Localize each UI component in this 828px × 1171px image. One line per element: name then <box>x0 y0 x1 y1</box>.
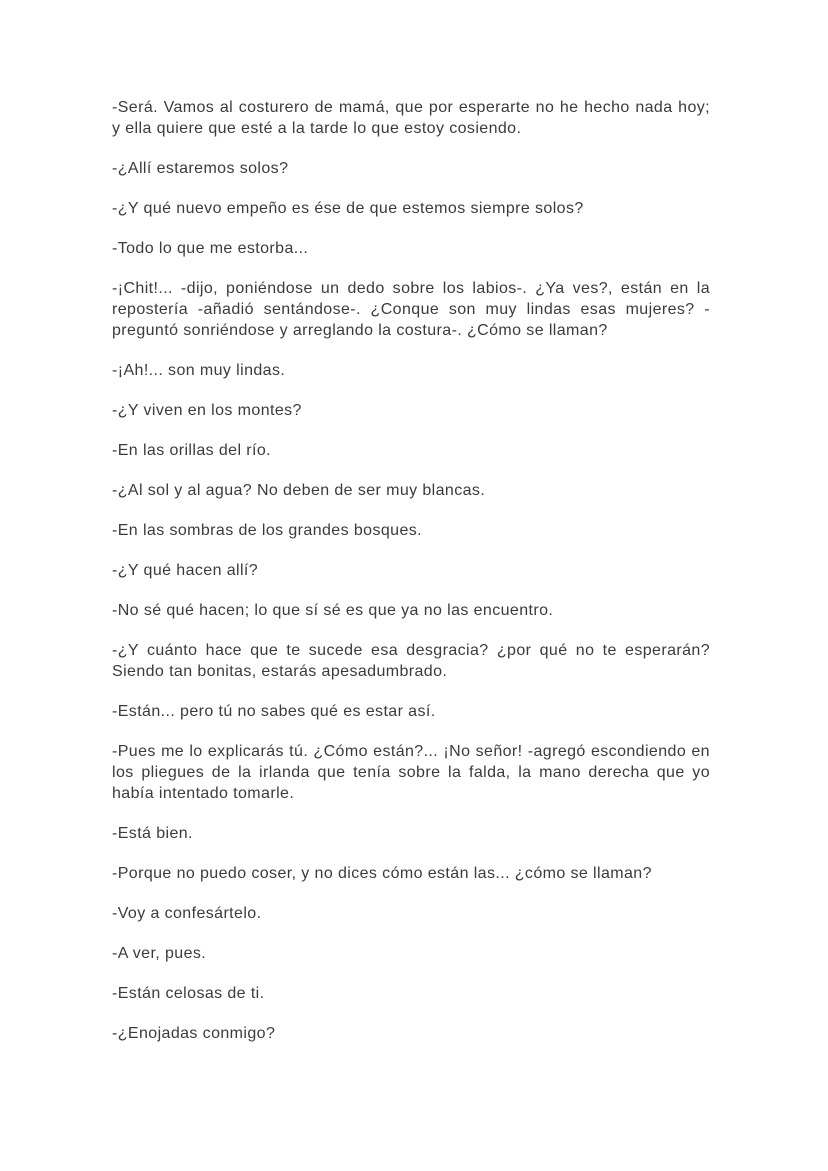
text-block <box>112 97 710 1044</box>
paragraph: -Están celosas de ti. <box>112 985 265 1002</box>
paragraph: -No sé qué hacen; lo que sí sé es que ya no las encuentro. <box>112 602 554 619</box>
paragraph: -¿Y qué nuevo empeño es ése de que estemos siempre solos? <box>112 200 584 217</box>
paragraph: -En las sombras de los grandes bosques. <box>112 522 422 539</box>
paragraph: -¿Al sol y al agua? No deben de ser muy blancas. <box>112 482 486 499</box>
paragraph: -Están... pero tú no sabes qué es estar así. <box>112 703 436 720</box>
paragraph: -Está bien. <box>112 825 193 842</box>
paragraph: -Voy a confesártelo. <box>112 905 262 922</box>
paragraph: -¡Chit!... -dijo, poniéndose un dedo sobre los labios-. ¿Ya ves?, están en la repostería -añadió sentándose-. ¿Conque son muy lindas esas mujeres? -preguntó sonriéndose y arreglando la costura-. ¿Cómo se llaman? <box>112 280 710 339</box>
paragraph: -¡Ah!... son muy lindas. <box>112 362 286 379</box>
paragraph: -Será. Vamos al costurero de mamá, que por esperarte no he hecho nada hoy; y ella quiere que esté a la tarde lo que estoy cosiendo. <box>112 99 710 137</box>
paragraph: -A ver, pues. <box>112 945 207 962</box>
paragraph: -¿Enojadas conmigo? <box>112 1025 276 1042</box>
paragraph: -Pues me lo explicarás tú. ¿Cómo están?... ¡No señor! -agregó escondiendo en los pliegues de la irlanda que tenía sobre la falda, la mano derecha que yo había intentado tomarle. <box>112 743 710 802</box>
paragraph: -En las orillas del río. <box>112 442 271 459</box>
paragraph: -¿Y qué hacen allí? <box>112 562 259 579</box>
paragraph: -Porque no puedo coser, y no dices cómo están las... ¿cómo se llaman? <box>112 865 652 882</box>
paragraph: -¿Y cuánto hace que te sucede esa desgracia? ¿por qué no te esperarán? Siendo tan bonitas, estarás apesadumbrado. <box>112 642 710 680</box>
paragraph: -Todo lo que me estorba... <box>112 240 309 257</box>
paragraph: -¿Allí estaremos solos? <box>112 160 289 177</box>
paragraph: -¿Y viven en los montes? <box>112 402 302 419</box>
